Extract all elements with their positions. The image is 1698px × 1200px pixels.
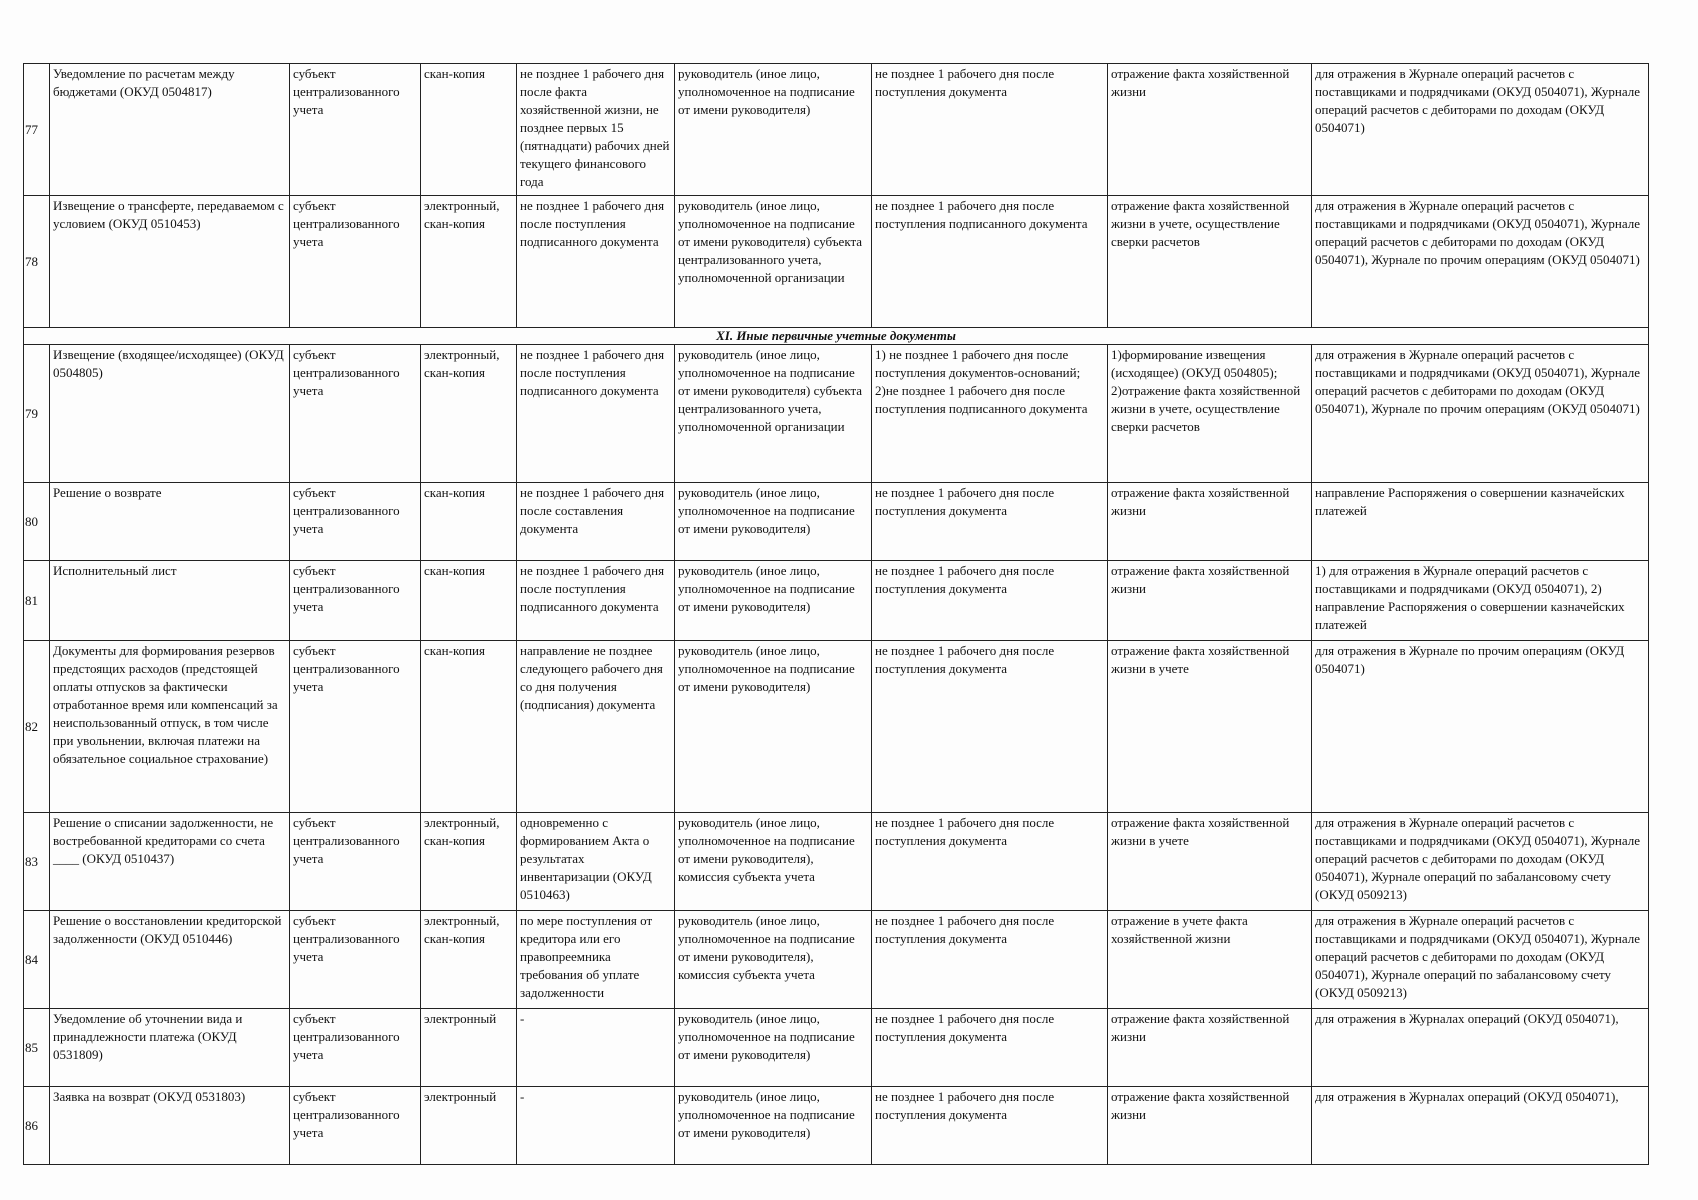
document-deadline: не позднее 1 рабочего дня после составления документа: [517, 483, 675, 561]
accounting-action: отражение факта хозяйственной жизни в учете: [1108, 641, 1312, 813]
document-name: Исполнительный лист: [50, 561, 290, 641]
document-subject: субъект централизованного учета: [290, 345, 421, 483]
accounting-action: отражение в учете факта хозяйственной жизни: [1108, 911, 1312, 1009]
table-row: [24, 911, 1649, 1009]
processing-term: не позднее 1 рабочего дня после поступления документа: [872, 1087, 1108, 1165]
document-purpose: направление Распоряжения о совершении казначейских платежей: [1312, 483, 1649, 561]
row-number: 77: [24, 64, 50, 196]
accounting-action: отражение факта хозяйственной жизни: [1108, 561, 1312, 641]
table-row: [24, 64, 1649, 196]
document-form: скан-копия: [421, 64, 517, 196]
document-signer: руководитель (иное лицо, уполномоченное на подписание от имени руководителя): [675, 1087, 872, 1165]
row-number: 80: [24, 483, 50, 561]
document-name: Документы для формирования резервов предстоящих расходов (предстоящей оплаты отпусков за фактически отработанное время или компенсаций за неиспользованный отпуск, в том числе при увольнении, включая платежи на обязательное социальное страхование): [50, 641, 290, 813]
document-subject: субъект централизованного учета: [290, 1087, 421, 1165]
document-purpose: для отражения в Журнале операций расчетов с поставщиками и подрядчиками (ОКУД 0504071), Журнале операций расчетов с дебиторами по доходам (ОКУД 0504071), Журнале операций по забалансовому счету (ОКУД 0509213): [1312, 813, 1649, 911]
document-signer: руководитель (иное лицо, уполномоченное на подписание от имени руководителя): [675, 561, 872, 641]
document-purpose: для отражения в Журналах операций (ОКУД 0504071),: [1312, 1087, 1649, 1165]
document-form: электронный, скан-копия: [421, 911, 517, 1009]
table-row: [24, 1009, 1649, 1087]
accounting-action: отражение факта хозяйственной жизни: [1108, 483, 1312, 561]
accounting-action: отражение факта хозяйственной жизни в учете: [1108, 813, 1312, 911]
document-name: Извещение о трансферте, передаваемом с условием (ОКУД 0510453): [50, 196, 290, 328]
document-name: Извещение (входящее/исходящее) (ОКУД 0504805): [50, 345, 290, 483]
document-deadline: по мере поступления от кредитора или его правопреемника требования об уплате задолженности: [517, 911, 675, 1009]
document-deadline: -: [517, 1009, 675, 1087]
accounting-action: отражение факта хозяйственной жизни: [1108, 1087, 1312, 1165]
row-number: 86: [24, 1087, 50, 1165]
table-row: [24, 196, 1649, 328]
document-signer: руководитель (иное лицо, уполномоченное на подписание от имени руководителя): [675, 1009, 872, 1087]
document-subject: субъект централизованного учета: [290, 813, 421, 911]
document-signer: руководитель (иное лицо, уполномоченное на подписание от имени руководителя): [675, 64, 872, 196]
document-purpose: для отражения в Журнале операций расчетов с поставщиками и подрядчиками (ОКУД 0504071), Журнале операций расчетов с дебиторами по доходам (ОКУД 0504071): [1312, 64, 1649, 196]
document-purpose: для отражения в Журналах операций (ОКУД 0504071),: [1312, 1009, 1649, 1087]
document-subject: субъект централизованного учета: [290, 641, 421, 813]
document-signer: руководитель (иное лицо, уполномоченное на подписание от имени руководителя): [675, 641, 872, 813]
document-deadline: -: [517, 1087, 675, 1165]
document-purpose: для отражения в Журнале операций расчетов с поставщиками и подрядчиками (ОКУД 0504071), Журнале операций расчетов с дебиторами по доходам (ОКУД 0504071), Журнале по прочим операциям (ОКУД 0504071): [1312, 196, 1649, 328]
document-name: Решение о возврате: [50, 483, 290, 561]
section-header-row: [24, 328, 1649, 345]
document-signer: руководитель (иное лицо, уполномоченное на подписание от имени руководителя), комиссия субъекта учета: [675, 813, 872, 911]
processing-term: не позднее 1 рабочего дня после поступления документа: [872, 561, 1108, 641]
processing-term: не позднее 1 рабочего дня после поступления подписанного документа: [872, 196, 1108, 328]
document-form: электронный, скан-копия: [421, 345, 517, 483]
document-form: скан-копия: [421, 561, 517, 641]
document-subject: субъект централизованного учета: [290, 483, 421, 561]
document-signer: руководитель (иное лицо, уполномоченное на подписание от имени руководителя), комиссия субъекта учета: [675, 911, 872, 1009]
document-form: электронный, скан-копия: [421, 813, 517, 911]
processing-term: не позднее 1 рабочего дня после поступления документа: [872, 641, 1108, 813]
document-form: скан-копия: [421, 641, 517, 813]
document-name: Уведомление по расчетам между бюджетами (ОКУД 0504817): [50, 64, 290, 196]
table-row: [24, 1087, 1649, 1165]
accounting-action: отражение факта хозяйственной жизни в учете, осуществление сверки расчетов: [1108, 196, 1312, 328]
document-form: скан-копия: [421, 483, 517, 561]
row-number: 83: [24, 813, 50, 911]
document-name: Уведомление об уточнении вида и принадлежности платежа (ОКУД 0531809): [50, 1009, 290, 1087]
document-subject: субъект централизованного учета: [290, 561, 421, 641]
row-number: 82: [24, 641, 50, 813]
table-row: [24, 641, 1649, 813]
document-name: Заявка на возврат (ОКУД 0531803): [50, 1087, 290, 1165]
accounting-action: отражение факта хозяйственной жизни: [1108, 64, 1312, 196]
document-subject: субъект централизованного учета: [290, 1009, 421, 1087]
row-number: 79: [24, 345, 50, 483]
accounting-action: отражение факта хозяйственной жизни: [1108, 1009, 1312, 1087]
document-deadline: не позднее 1 рабочего дня после поступления подписанного документа: [517, 196, 675, 328]
row-number: 84: [24, 911, 50, 1009]
processing-term: не позднее 1 рабочего дня после поступления документа: [872, 1009, 1108, 1087]
document-name: Решение о восстановлении кредиторской задолженности (ОКУД 0510446): [50, 911, 290, 1009]
documents-table: [23, 63, 1649, 1165]
processing-term: не позднее 1 рабочего дня после поступления документа: [872, 813, 1108, 911]
accounting-action: 1)формирование извещения (исходящее) (ОКУД 0504805); 2)отражение факта хозяйственной жизни в учете, осуществление сверки расчетов: [1108, 345, 1312, 483]
processing-term: 1) не позднее 1 рабочего дня после поступления документов-оснований; 2)не позднее 1 рабочего дня после поступления подписанного документа: [872, 345, 1108, 483]
table-row: [24, 561, 1649, 641]
row-number: 81: [24, 561, 50, 641]
document-purpose: для отражения в Журнале операций расчетов с поставщиками и подрядчиками (ОКУД 0504071), Журнале операций расчетов с дебиторами по доходам (ОКУД 0504071), Журнале операций по забалансовому счету (ОКУД 0509213): [1312, 911, 1649, 1009]
document-deadline: одновременно с формированием Акта о результатах инвентаризации (ОКУД 0510463): [517, 813, 675, 911]
processing-term: не позднее 1 рабочего дня после поступления документа: [872, 64, 1108, 196]
document-form: электронный: [421, 1009, 517, 1087]
document-form: электронный: [421, 1087, 517, 1165]
document-name: Решение о списании задолженности, не востребованной кредиторами со счета ____ (ОКУД 0510437): [50, 813, 290, 911]
row-number: 85: [24, 1009, 50, 1087]
section-title: XI. Иные первичные учетные документы: [24, 328, 1649, 345]
document-subject: субъект централизованного учета: [290, 64, 421, 196]
document-purpose: для отражения в Журнале по прочим операциям (ОКУД 0504071): [1312, 641, 1649, 813]
document-signer: руководитель (иное лицо, уполномоченное на подписание от имени руководителя) субъекта централизованного учета, уполномоченной организации: [675, 345, 872, 483]
document-deadline: не позднее 1 рабочего дня после поступления подписанного документа: [517, 345, 675, 483]
document-subject: субъект централизованного учета: [290, 196, 421, 328]
document-signer: руководитель (иное лицо, уполномоченное на подписание от имени руководителя): [675, 483, 872, 561]
table-row: [24, 813, 1649, 911]
document-subject: субъект централизованного учета: [290, 911, 421, 1009]
table-row: [24, 345, 1649, 483]
table-row: [24, 483, 1649, 561]
row-number: 78: [24, 196, 50, 328]
document-deadline: не позднее 1 рабочего дня после поступления подписанного документа: [517, 561, 675, 641]
document-form: электронный, скан-копия: [421, 196, 517, 328]
document-purpose: для отражения в Журнале операций расчетов с поставщиками и подрядчиками (ОКУД 0504071), Журнале операций расчетов с дебиторами по доходам (ОКУД 0504071), Журнале по прочим операциям (ОКУД 0504071): [1312, 345, 1649, 483]
document-deadline: не позднее 1 рабочего дня после факта хозяйственной жизни, не позднее первых 15 (пятнадцати) рабочих дней текущего финансового года: [517, 64, 675, 196]
processing-term: не позднее 1 рабочего дня после поступления документа: [872, 483, 1108, 561]
document-purpose: 1) для отражения в Журнале операций расчетов с поставщиками и подрядчиками (ОКУД 0504071), 2) направление Распоряжения о совершении казначейских платежей: [1312, 561, 1649, 641]
processing-term: не позднее 1 рабочего дня после поступления документа: [872, 911, 1108, 1009]
document-signer: руководитель (иное лицо, уполномоченное на подписание от имени руководителя) субъекта централизованного учета, уполномоченной организации: [675, 196, 872, 328]
document-deadline: направление не позднее следующего рабочего дня со дня получения (подписания) документа: [517, 641, 675, 813]
